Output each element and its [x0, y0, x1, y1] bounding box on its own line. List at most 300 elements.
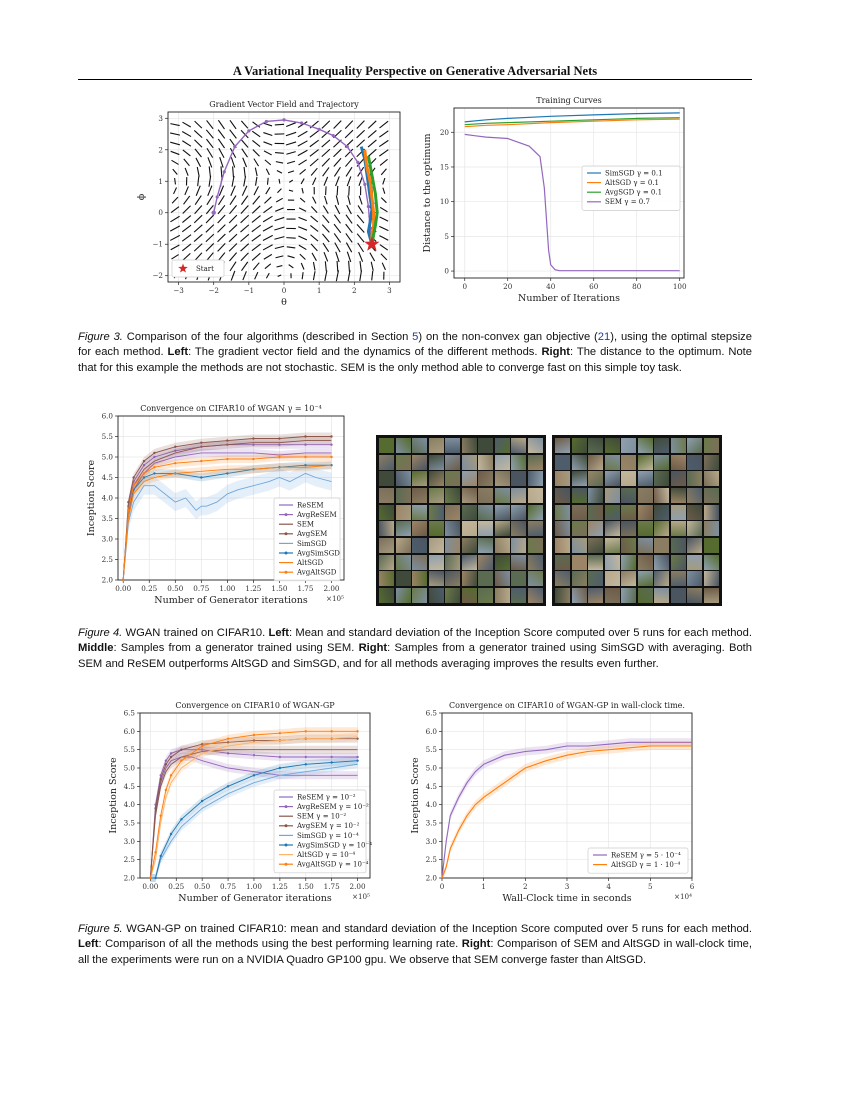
y-tick-label: 3.5: [101, 514, 113, 523]
field-arrow: [334, 167, 340, 176]
series-marker: [253, 754, 255, 756]
sample-image: [588, 588, 603, 603]
equation-ref[interactable]: 21: [597, 331, 611, 343]
sample-image: [671, 505, 686, 520]
field-arrow: [381, 198, 386, 203]
field-arrow: [325, 261, 326, 271]
y-tick-label: 4.5: [101, 473, 113, 482]
y-tick-label: 2.5: [123, 855, 135, 865]
sample-image: [687, 438, 702, 453]
wgan-chart: [82, 400, 352, 610]
legend-label: SEM γ = 0.7: [605, 198, 650, 207]
field-arrow: [322, 234, 329, 242]
field-arrow: [208, 186, 212, 196]
legend-label: AvgSimSGD: [297, 549, 340, 558]
legend-label: AvgSGD γ = 0.1: [605, 188, 663, 197]
sample-image: [462, 571, 477, 586]
field-arrow: [182, 225, 191, 232]
y-tick-label: −2: [152, 271, 163, 281]
sample-image: [555, 538, 570, 553]
chart-title: Gradient Vector Field and Trajectory: [209, 100, 359, 109]
trajectory-point: [247, 129, 250, 132]
trajectory-point: [318, 128, 321, 131]
field-arrow: [206, 243, 214, 251]
sample-image: [621, 571, 636, 586]
field-arrow: [230, 262, 236, 271]
series-marker: [330, 435, 332, 437]
series-marker: [180, 818, 182, 820]
sample-image: [605, 521, 620, 536]
sample-image: [654, 455, 669, 470]
sample-image: [528, 488, 543, 503]
sample-image: [445, 488, 460, 503]
y-tick-label: 6.5: [425, 708, 437, 718]
x-tick-label: 0.50: [167, 584, 184, 593]
field-arrow: [252, 216, 261, 223]
sample-image: [528, 505, 543, 520]
field-arrow: [195, 121, 202, 128]
series-marker: [278, 456, 280, 458]
y-tick-label: −1: [152, 239, 163, 249]
field-arrow: [274, 227, 284, 230]
sample-image: [588, 538, 603, 553]
legend-label: ReSEM γ = 5 · 10⁻⁴: [611, 851, 681, 860]
field-arrow: [299, 245, 306, 249]
y-tick-label: 4.5: [425, 781, 437, 791]
field-arrow: [298, 236, 306, 240]
series-marker: [330, 456, 332, 458]
sample-image: [462, 505, 477, 520]
x-tick-label: 0.75: [193, 584, 210, 593]
field-arrow: [334, 149, 342, 157]
legend-marker: [285, 863, 288, 866]
field-arrow: [313, 197, 316, 204]
field-arrow: [336, 252, 339, 262]
series-marker: [330, 761, 332, 763]
sample-image: [621, 505, 636, 520]
field-arrow: [182, 244, 191, 251]
field-arrow: [252, 235, 261, 241]
field-arrow: [300, 254, 306, 259]
sample-image: [445, 505, 460, 520]
section-ref[interactable]: 5: [412, 331, 419, 343]
sample-image: [429, 488, 444, 503]
field-arrow: [310, 150, 319, 157]
x-tick-label: 1.00: [245, 882, 262, 891]
series-marker: [160, 778, 162, 780]
field-arrow: [346, 167, 352, 176]
field-arrow: [334, 215, 340, 224]
legend-label: AltSGD γ = 10⁻⁴: [297, 851, 356, 859]
field-arrow: [206, 234, 214, 242]
sample-image: [572, 538, 587, 553]
sample-image: [687, 455, 702, 470]
sample-image: [687, 538, 702, 553]
x-tick-label: 1.50: [297, 882, 314, 891]
sample-image: [412, 571, 427, 586]
sample-image: [379, 488, 394, 503]
field-arrow: [266, 187, 270, 194]
x-axis-exponent: ×10⁵: [325, 594, 344, 603]
sample-image: [379, 538, 394, 553]
field-arrow: [174, 187, 177, 193]
sample-image: [638, 538, 653, 553]
field-arrow: [252, 206, 260, 214]
field-arrow: [311, 216, 318, 222]
field-arrow: [379, 236, 388, 241]
field-arrow: [240, 225, 248, 232]
sample-image: [605, 438, 620, 453]
sample-image: [528, 521, 543, 536]
x-tick-label: 5: [648, 882, 653, 891]
field-arrow: [207, 196, 213, 205]
y-tick-label: 5.0: [101, 452, 113, 462]
series-marker: [227, 785, 229, 787]
y-tick-label: 6.0: [123, 726, 135, 736]
field-arrow: [194, 140, 202, 148]
sample-image: [704, 455, 719, 470]
field-arrow: [277, 266, 283, 267]
trajectory-point: [216, 195, 219, 198]
field-arrow: [182, 141, 191, 146]
field-arrow: [302, 272, 303, 279]
sample-image: [671, 538, 686, 553]
field-arrow: [311, 168, 317, 175]
y-tick-label: 3.0: [101, 534, 113, 544]
series-marker: [356, 759, 358, 761]
y-axis-label: Inception Score: [410, 757, 421, 834]
chart-title: Training Curves: [536, 96, 602, 105]
field-arrow: [252, 131, 260, 137]
field-arrow: [357, 224, 364, 232]
x-axis-label: Number of Iterations: [518, 293, 620, 304]
sample-image: [687, 571, 702, 586]
y-tick-label: 2.0: [101, 575, 113, 585]
series-marker: [330, 756, 332, 758]
legend-marker: [285, 844, 288, 847]
sample-image: [445, 455, 460, 470]
sample-image: [654, 571, 669, 586]
sample-image: [605, 471, 620, 486]
sample-image: [687, 588, 702, 603]
field-arrow: [346, 215, 352, 224]
field-arrow: [380, 217, 389, 221]
series-marker: [253, 774, 255, 776]
field-arrow: [287, 161, 295, 163]
field-arrow: [194, 130, 202, 137]
field-arrow: [379, 131, 388, 137]
series-marker: [180, 748, 182, 750]
field-arrow: [286, 142, 296, 145]
series-marker: [132, 485, 134, 487]
field-arrow: [206, 215, 214, 223]
field-arrow: [279, 179, 280, 184]
field-arrow: [229, 215, 237, 223]
wallclock-chart: [408, 698, 698, 908]
sample-image: [495, 588, 510, 603]
y-tick-label: 4.0: [123, 800, 135, 810]
y-axis-label: Inception Score: [86, 459, 97, 537]
field-arrow: [263, 245, 273, 250]
field-arrow: [264, 123, 272, 126]
legend-label: AltSGD γ = 1 · 10⁻⁴: [611, 861, 681, 869]
sample-image: [588, 521, 603, 536]
field-arrow: [220, 157, 223, 167]
field-arrow: [300, 169, 306, 174]
sample-image: [588, 505, 603, 520]
legend-marker: [285, 552, 288, 555]
sample-image: [379, 438, 394, 453]
sample-image: [379, 455, 394, 470]
field-arrow: [322, 121, 330, 129]
series-marker: [165, 763, 167, 765]
sample-image: [462, 488, 477, 503]
sample-image: [704, 571, 719, 586]
field-arrow: [185, 168, 188, 176]
field-arrow: [323, 215, 329, 223]
field-arrow: [244, 167, 245, 177]
sample-image: [572, 455, 587, 470]
field-arrow: [368, 130, 376, 137]
sample-image: [671, 521, 686, 536]
sample-image: [528, 438, 543, 453]
sample-image: [621, 521, 636, 536]
sample-image: [429, 455, 444, 470]
series-marker: [153, 452, 155, 454]
series-marker: [201, 800, 203, 802]
field-arrow: [287, 247, 296, 248]
field-arrow: [379, 150, 388, 156]
sample-image: [429, 438, 444, 453]
sample-image: [511, 571, 526, 586]
sample-image: [605, 488, 620, 503]
field-arrow: [383, 188, 385, 194]
sem-samples-grid: [376, 435, 546, 606]
field-arrow: [182, 122, 190, 127]
field-arrow: [194, 244, 202, 252]
sample-image: [445, 588, 460, 603]
sample-image: [671, 471, 686, 486]
sample-image: [671, 455, 686, 470]
field-arrow: [379, 226, 388, 230]
sample-image: [379, 588, 394, 603]
sample-image: [495, 438, 510, 453]
field-arrow: [218, 215, 226, 223]
sample-image: [396, 521, 411, 536]
sample-image: [412, 455, 427, 470]
field-arrow: [197, 167, 199, 177]
field-arrow: [240, 234, 248, 241]
x-tick-label: 0.50: [194, 882, 211, 891]
sample-image: [396, 438, 411, 453]
series-marker: [174, 446, 176, 448]
y-tick-label: 5.5: [101, 432, 113, 441]
field-arrow: [325, 196, 328, 204]
sample-image: [462, 521, 477, 536]
y-tick-label: 5.5: [123, 745, 135, 755]
field-arrow: [310, 159, 318, 166]
sample-image: [605, 505, 620, 520]
sample-image: [429, 588, 444, 603]
series-marker: [356, 730, 358, 732]
sample-image: [412, 538, 427, 553]
legend-label: SimSGD: [297, 539, 327, 548]
x-tick-label: 1.75: [297, 584, 314, 593]
sample-image: [495, 455, 510, 470]
x-tick-label: 4: [606, 882, 611, 891]
sample-image: [445, 521, 460, 536]
field-arrow: [218, 225, 226, 233]
field-arrow: [263, 206, 272, 212]
sample-image: [511, 438, 526, 453]
sample-image: [511, 521, 526, 536]
field-arrow: [274, 237, 284, 240]
x-tick-label: 0.00: [115, 584, 132, 593]
field-arrow: [381, 254, 387, 260]
series-marker: [170, 756, 172, 758]
field-arrow: [276, 198, 283, 202]
series-marker: [149, 877, 151, 879]
x-tick-label: 2: [523, 882, 528, 891]
legend-label: AltSGD: [297, 559, 324, 567]
sample-image: [396, 505, 411, 520]
start-point: [211, 211, 215, 215]
field-arrow: [254, 186, 258, 195]
field-arrow: [171, 245, 180, 250]
field-arrow: [368, 149, 376, 156]
sample-image: [654, 471, 669, 486]
legend-label: AvgAltSGD γ = 10⁻⁴: [297, 860, 369, 869]
field-arrow: [241, 244, 249, 251]
sample-image: [605, 588, 620, 603]
field-arrow: [206, 139, 213, 148]
sample-image: [396, 471, 411, 486]
sample-image: [671, 488, 686, 503]
figure4-label: Figure 4.: [78, 627, 123, 639]
field-arrow: [206, 130, 213, 138]
field-arrow: [231, 157, 234, 167]
sample-image: [671, 571, 686, 586]
series-marker: [154, 877, 156, 879]
field-arrow: [313, 262, 315, 271]
field-arrow: [298, 150, 308, 155]
field-arrow: [334, 233, 340, 242]
field-arrow: [175, 178, 176, 184]
optimum-star-icon: [364, 236, 379, 251]
sample-image: [396, 555, 411, 570]
legend-label: AvgAltSGD: [297, 568, 337, 577]
sample-image: [704, 471, 719, 486]
sample-image: [396, 588, 411, 603]
sample-image: [412, 588, 427, 603]
series-marker: [200, 460, 202, 462]
field-arrow: [218, 243, 226, 251]
sample-image: [445, 571, 460, 586]
legend-label: AvgSimSGD γ = 10⁻⁴: [297, 841, 373, 850]
trajectory-point: [300, 121, 303, 124]
sample-image: [555, 555, 570, 570]
sample-image: [462, 555, 477, 570]
running-title: A Variational Inequality Perspective on Generative Adversarial Nets: [232, 64, 598, 78]
legend-label: AltSGD γ = 0.1: [605, 179, 659, 187]
vector-field-arrows: [170, 120, 388, 281]
series-marker: [304, 435, 306, 437]
sample-image: [429, 505, 444, 520]
x-tick-label: 0.25: [168, 882, 185, 891]
field-arrow: [263, 133, 272, 136]
field-arrow: [194, 225, 202, 232]
sample-image: [572, 571, 587, 586]
sample-image: [495, 505, 510, 520]
field-arrow: [241, 121, 248, 128]
field-arrow: [263, 235, 273, 240]
field-arrow: [275, 153, 284, 154]
series-marker: [170, 833, 172, 835]
sample-image: [511, 471, 526, 486]
x-tick-label: −1: [243, 286, 255, 295]
series-marker: [200, 476, 202, 478]
series-marker: [227, 737, 229, 739]
field-arrow: [252, 253, 260, 260]
x-axis-label: Wall-Clock time in seconds: [502, 893, 632, 904]
series-marker: [200, 441, 202, 443]
field-arrow: [254, 159, 259, 167]
x-axis-label: θ: [281, 297, 287, 308]
series-marker: [132, 476, 134, 478]
sample-image: [588, 438, 603, 453]
field-arrow: [230, 196, 236, 205]
sample-image: [495, 538, 510, 553]
field-arrow: [264, 197, 271, 203]
trajectory-point: [233, 145, 236, 148]
sample-image: [412, 438, 427, 453]
field-arrow: [275, 124, 284, 125]
y-tick-label: 6.5: [123, 708, 135, 718]
field-arrow: [230, 120, 236, 129]
trajectory-point: [356, 161, 359, 164]
sample-image: [445, 555, 460, 570]
sample-image: [588, 455, 603, 470]
legend-label: ReSEM: [297, 501, 324, 510]
trajectory-point: [282, 118, 285, 121]
field-arrow: [299, 217, 307, 220]
sample-image: [654, 588, 669, 603]
field-arrow: [299, 208, 306, 211]
avgsimsgd-samples-grid: [552, 435, 722, 606]
x-tick-label: 6: [689, 882, 695, 891]
field-arrow: [182, 235, 191, 242]
field-arrow: [206, 225, 214, 233]
legend-label: SimSGD γ = 10⁻⁴: [297, 831, 359, 840]
series-marker: [180, 759, 182, 761]
field-arrow: [345, 130, 353, 138]
field-arrow: [298, 131, 308, 137]
sample-image: [528, 455, 543, 470]
chart-title: Convergence on CIFAR10 of WGAN γ = 10⁻⁴: [140, 404, 322, 413]
sample-image: [478, 588, 493, 603]
series-marker: [170, 774, 172, 776]
series-marker: [127, 509, 129, 511]
sample-image: [687, 488, 702, 503]
x-tick-label: 0: [439, 882, 445, 891]
field-arrow: [265, 160, 271, 165]
field-arrow: [241, 262, 247, 271]
legend-label: AvgReSEM γ = 10⁻²: [297, 803, 369, 811]
x-tick-label: 1.00: [219, 584, 236, 593]
sample-image: [412, 555, 427, 570]
field-arrow: [218, 139, 224, 148]
sample-image: [379, 521, 394, 536]
